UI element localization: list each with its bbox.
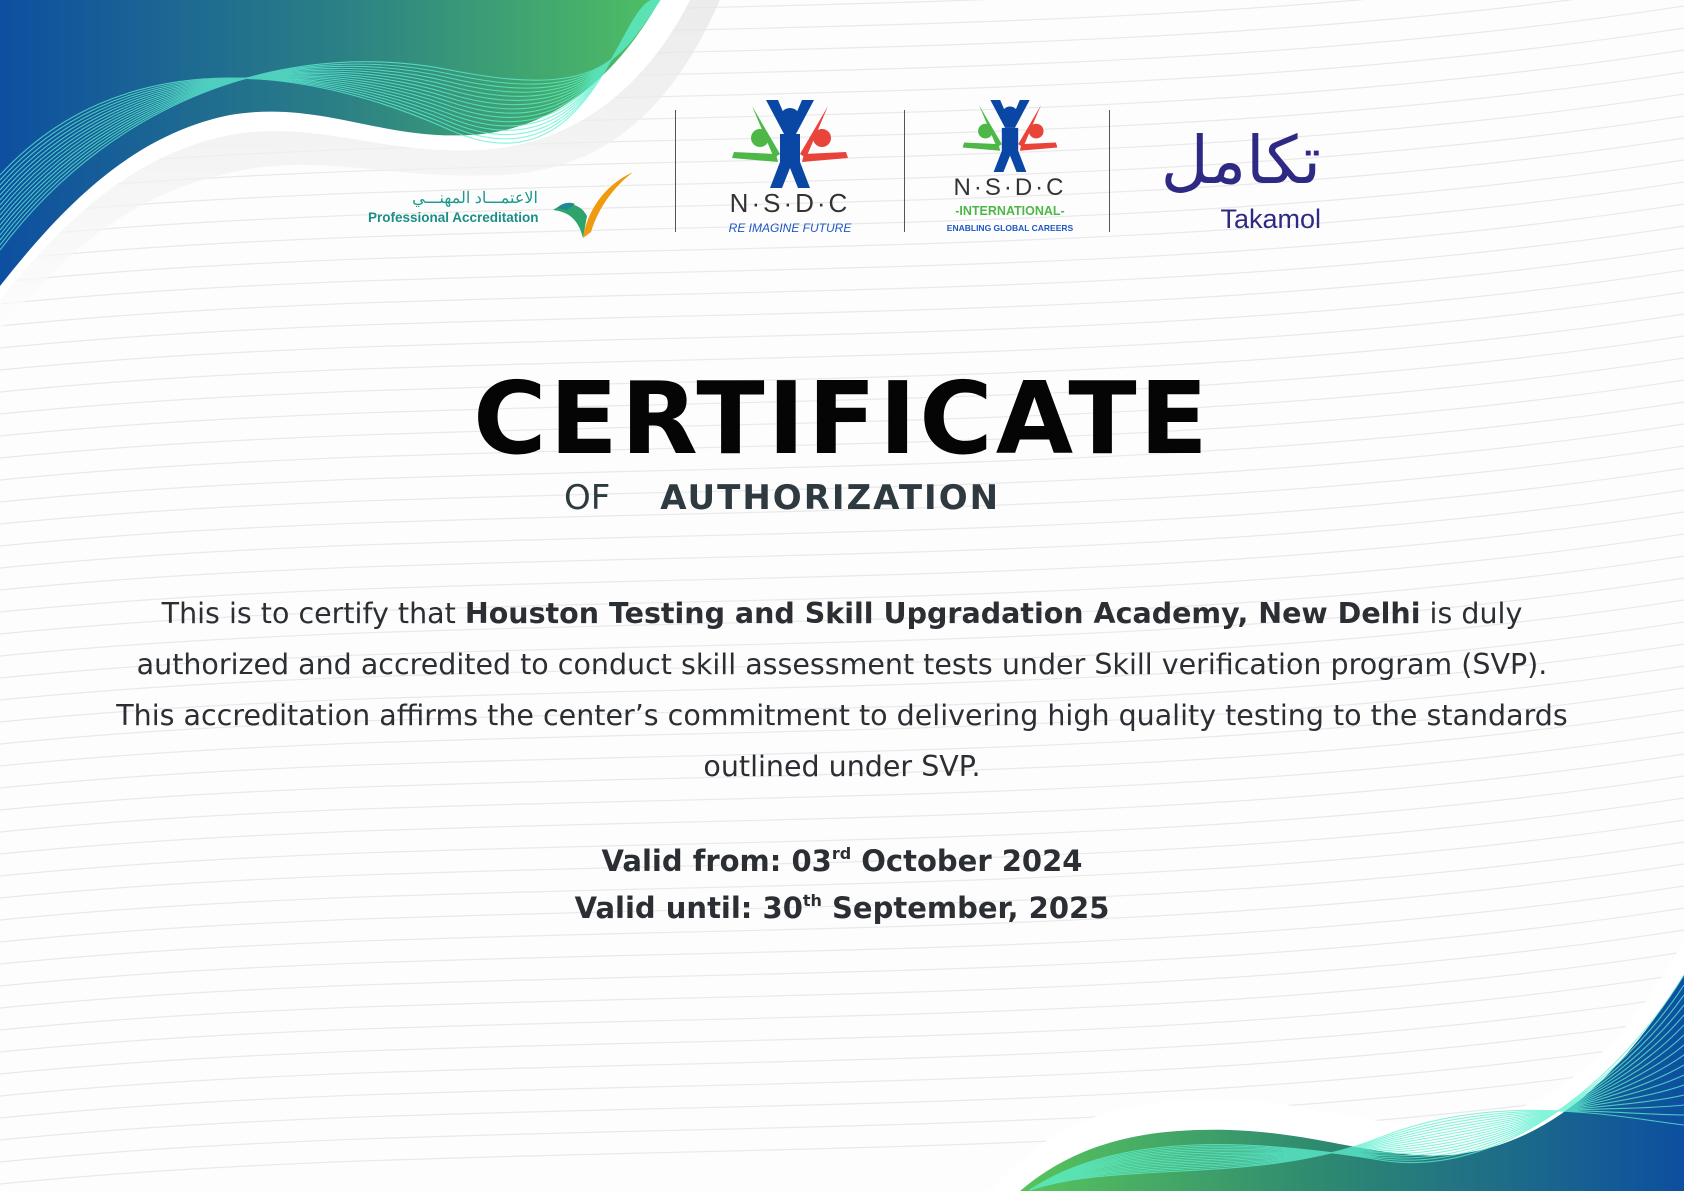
valid-from-day: 03 [791,844,832,878]
pa-english-text: Professional Accreditation [368,210,539,225]
valid-until-day: 30 [762,891,803,925]
valid-from-suffix: rd [831,844,852,863]
of-text: OF [563,478,611,518]
logo-divider [1109,110,1110,232]
valid-until [0,881,1684,928]
logo-divider [675,110,676,232]
people-figures-icon [956,100,1064,172]
organization-name: Houston Testing and Skill Upgradation Academy, New Delhi [464,597,1421,630]
guilloche-line [0,248,1684,348]
guilloche-line [0,952,1684,1052]
professional-accreditation-logo [368,168,638,238]
takamol-arabic-text: تكامل [1160,122,1321,199]
valid-from-date: October 2024 [851,844,1083,878]
statement-suffix: is duly authorized and accredited to conduct skill assessment tests under Skill verification program (SVP). This accreditation affirms the center’s commitment to delivering high quality testing to the standards outlined under SVP. [116,597,1568,783]
checkmark-bird-icon [553,172,635,238]
logo-divider [904,110,905,232]
nsdc-logo [712,100,868,236]
takamol-english-text: Takamol [1220,204,1321,234]
nsdc-intl-name: N·S·D·C [953,174,1067,201]
authorization-text: AUTHORIZATION [660,478,1001,518]
nsdc-tagline: RE IMAGINE FUTURE [728,221,852,235]
valid-until-date: September, 2025 [821,891,1110,925]
valid-until-label: Valid until: [574,891,763,925]
valid-until-suffix: th [802,891,822,910]
guilloche-line [0,930,1684,1030]
people-figures-icon [730,100,850,188]
takamol-logo [1146,122,1321,240]
nsdc-intl-tagline: ENABLING GLOBAL CAREERS [946,223,1074,233]
nsdc-intl-sub: -INTERNATIONAL- [955,204,1065,218]
guilloche-line [0,270,1684,370]
valid-from [0,834,1684,881]
statement-prefix: This is to certify that [161,597,465,630]
valid-from-label: Valid from: [601,844,792,878]
guilloche-line [0,974,1684,1074]
certificate-title: CERTIFICATE [473,360,1211,477]
guilloche-line [0,1018,1684,1118]
nsdc-name: N·S·D·C [729,188,851,218]
nsdc-international-logo [940,100,1080,236]
guilloche-line [0,996,1684,1096]
certificate-subtitle [0,478,1684,518]
guilloche-line [0,1040,1684,1140]
validity-period [0,834,1684,928]
guilloche-line [0,226,1684,326]
pa-arabic-text: الاعتمـــاد المهنـــي [412,190,538,207]
certificate-statement [110,588,1574,792]
